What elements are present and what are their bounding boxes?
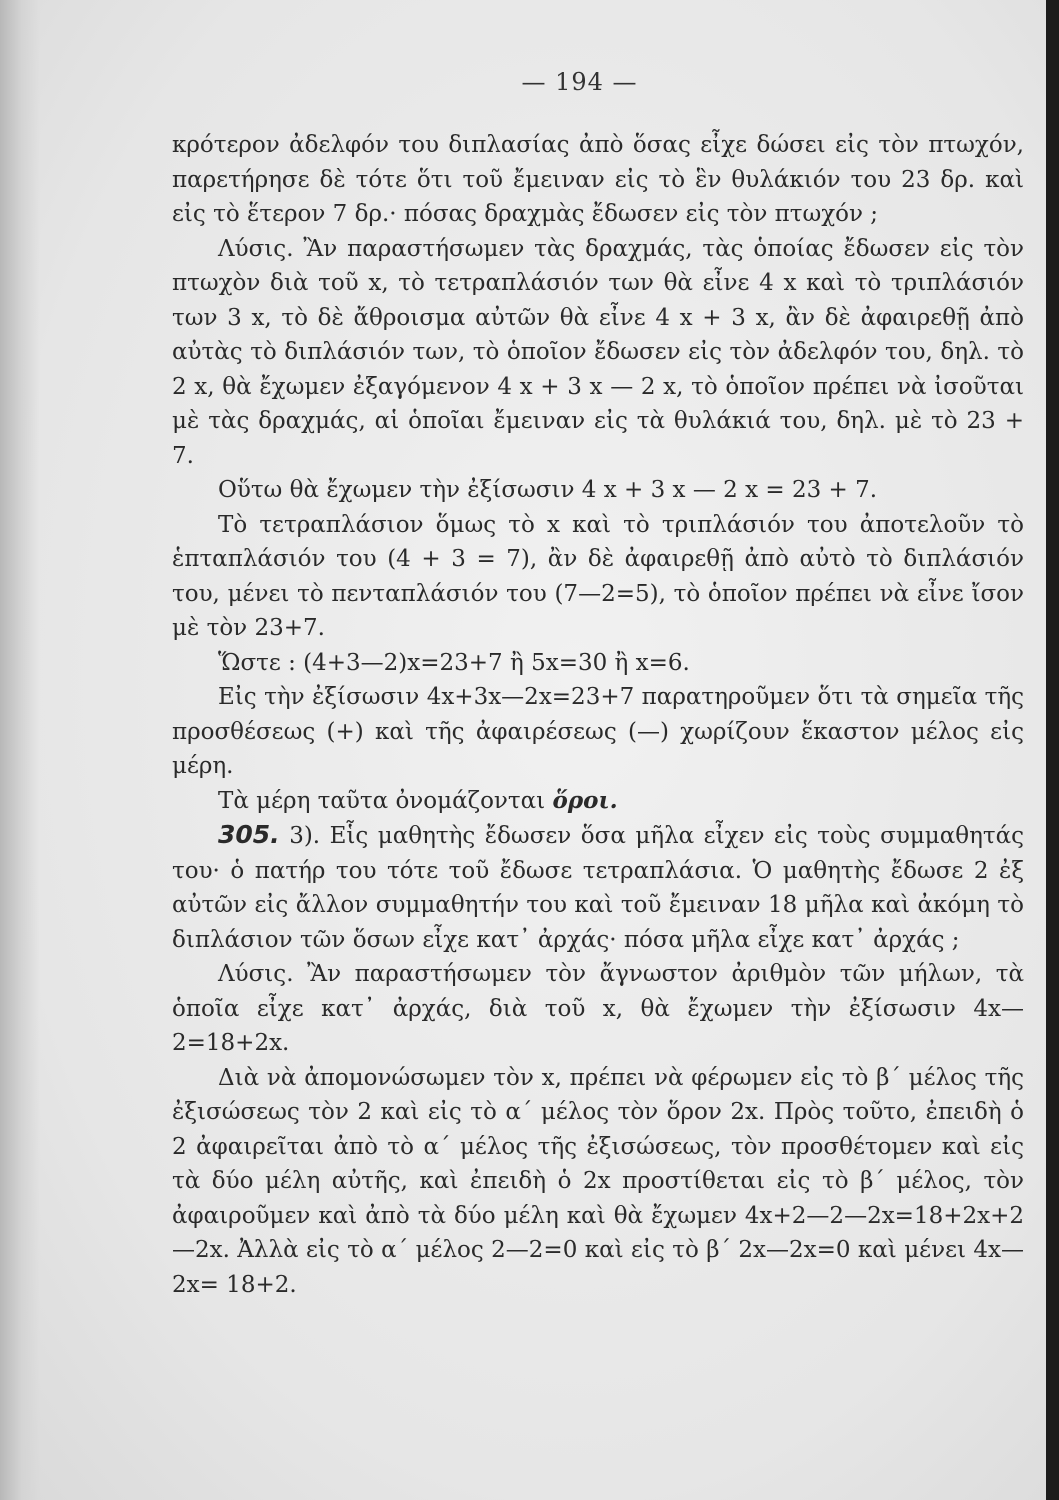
- paragraph-signs: Εἰς τὴν ἐξίσωσιν 4x+3x—2x=23+7 παρατηροῦμεν ὅτι τὰ σημεῖα τῆς προσθέσεως (+) καὶ τῆς ἀφαιρέσεως (—) χωρίζουν ἕκαστον μέλος εἰς μέρη.: [172, 684, 1024, 779]
- scan-dark-border: [1046, 0, 1059, 1500]
- terms-definition-text: Τὰ μέρη ταῦτα ὀνομάζονται: [218, 787, 546, 814]
- paragraph-explanation-1: Τὸ τετραπλάσιον ὅμως τὸ x καὶ τὸ τριπλάσιόν του ἀποτελοῦν τὸ ἑπταπλάσιόν του (4 + 3 = 7), ἂν δὲ ἀφαιρεθῇ ἀπὸ αὐτὸ τὸ διπλάσιόν του, μένει τὸ πενταπλάσιόν του (7—2=5), τὸ ὁποῖον πρέπει νὰ εἶνε ἴσον μὲ τὸν 23+7.: [172, 511, 1024, 641]
- paragraph-result-1: Ὥστε : (4+3—2)x=23+7 ἢ 5x=30 ἢ x=6.: [218, 649, 690, 676]
- problem-number: 305.: [218, 820, 280, 849]
- paragraph-continuation: κρότερον ἀδελφόν του διπλασίας ἀπὸ ὅσας εἶχε δώσει εἰς τὸν πτωχόν, παρετήρησε δὲ τότε ὅτι τοῦ ἔμειναν εἰς τὸ ἓν θυλάκιόν του 23 δρ. καὶ εἰς τὸ ἕτερον 7 δρ.· πόσας δραχμὰς ἔδωσεν εἰς τὸν πτωχόν ;: [172, 132, 1024, 227]
- paragraph-solution-2: Λύσις. Ἂν παραστήσωμεν τὸν ἄγνωστον ἀριθμὸν τῶν μήλων, τὰ ὁποῖα εἶχε κατ᾽ ἀρχάς, διὰ τοῦ x, θὰ ἔχωμεν τὴν ἐξίσωσιν 4x—2=18+2x.: [172, 961, 1024, 1056]
- paragraph-terms-definition: [172, 784, 1024, 819]
- terms-keyword: ὅροι.: [552, 786, 618, 814]
- paragraph-explanation-2: Διὰ νὰ ἀπομονώσωμεν τὸν x, πρέπει νὰ φέρωμεν εἰς τὸ β΄ μέλος τῆς ἐξισώσεως τὸν 2 καὶ εἰς τὸ α΄ μέλος τὸν ὅρον 2x. Πρὸς τοῦτο, ἐπειδὴ ὁ 2 ἀφαιρεῖται ἀπὸ τὸ α΄ μέλος τῆς ἐξισώσεως, τὸν προσθέτομεν καὶ εἰς τὰ δύο μέλη αὐτῆς, καὶ ἐπειδὴ ὁ 2x προστίθεται εἰς τὸ β΄ μέλος, τὸν ἀφαιροῦμεν καὶ ἀπὸ τὰ δύο μέλη καὶ θὰ ἔχωμεν 4x+2—2—2x=18+2x+2—2x. Ἀλλὰ εἰς τὸ α΄ μέλος 2—2=0 καὶ εἰς τὸ β΄ 2x—2x=0 καὶ μένει 4x—2x= 18+2.: [172, 1064, 1024, 1298]
- problem-text: 3). Εἷς μαθητὴς ἔδωσεν ὅσα μῆλα εἶχεν εἰς τοὺς συμμαθητάς του· ὁ πατήρ του τότε τοῦ ἔδωσε τετραπλάσια. Ὁ μαθητὴς ἔδωσε 2 ἐξ αὐτῶν εἰς ἄλλον συμμαθητήν του καὶ τοῦ ἔμειναν 18 μῆλα καὶ ἀκόμη τὸ διπλάσιον τῶν ὅσων εἶχε κατ᾽ ἀρχάς· πόσα μῆλα εἶχε κατ᾽ ἀρχάς ;: [172, 823, 1025, 953]
- page-body: [172, 128, 1024, 1302]
- paragraph-solution-1: Λύσις. Ἂν παραστήσωμεν τὰς δραχμάς, τὰς ὁποίας ἔδωσεν εἰς τὸν πτωχὸν διὰ τοῦ x, τὸ τετραπλάσιόν των θὰ εἶνε 4 x καὶ τὸ τριπλάσιόν των 3 x, τὸ δὲ ἄθροισμα αὐτῶν θὰ εἶνε 4 x + 3 x, ἂν δὲ ἀφαιρεθῇ ἀπὸ αὐτὰς τὸ διπλάσιόν των, τὸ ὁποῖον ἔδωσεν εἰς τὸν ἀδελφόν του, δηλ. τὸ 2 x, θὰ ἔχωμεν ἐξαγόμενον 4 x + 3 x — 2 x, τὸ ὁποῖον πρέπει νὰ ἰσοῦται μὲ τὰς δραχμάς, αἱ ὁποῖαι ἔμειναν εἰς τὰ θυλάκιά του, δηλ. μὲ τὸ 23 + 7.: [172, 235, 1024, 469]
- paragraph-problem-305: [172, 818, 1024, 957]
- page-number: — 194 —: [521, 68, 638, 96]
- page-binding-shadow: [0, 0, 40, 1500]
- paragraph-equation-1: Οὕτω θὰ ἔχωμεν τὴν ἐξίσωσιν 4 x + 3 x — 2 x = 23 + 7.: [218, 477, 878, 503]
